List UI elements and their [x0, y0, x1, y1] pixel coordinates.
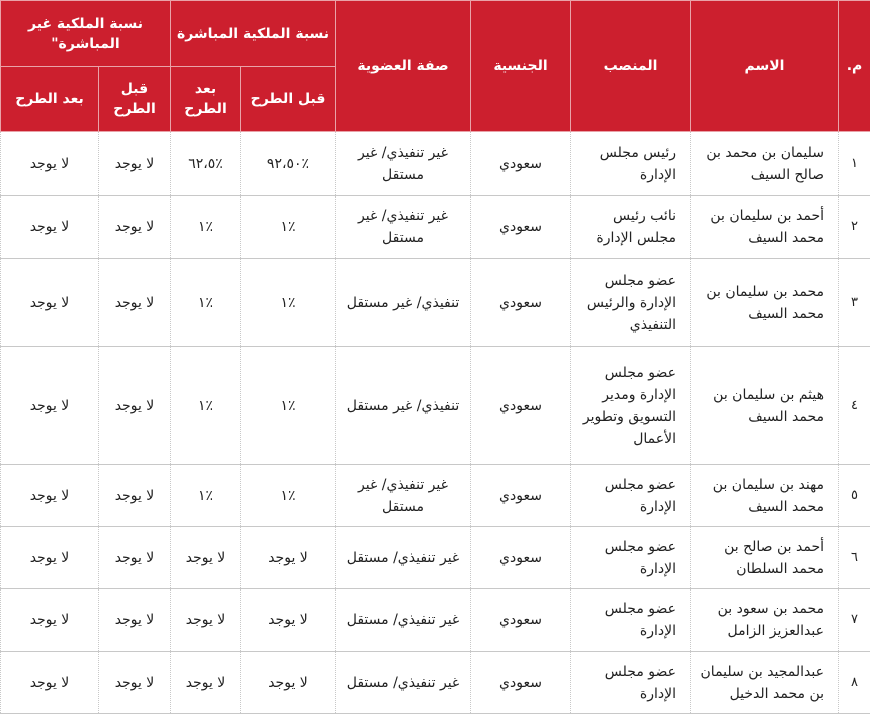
member-name: هيثم بن سليمان بن محمد السيف: [691, 347, 839, 465]
indirect-before: لا يوجد: [99, 527, 171, 589]
table-row: [1, 259, 870, 347]
member-nationality: سعودي: [471, 465, 571, 527]
row-number: ٥: [839, 465, 870, 527]
member-nationality: سعودي: [471, 589, 571, 652]
indirect-after: لا يوجد: [1, 196, 99, 259]
member-nationality: سعودي: [471, 259, 571, 347]
member-name: أحمد بن صالح بن محمد السلطان: [691, 527, 839, 589]
row-number: ١: [839, 132, 870, 196]
indirect-after: لا يوجد: [1, 259, 99, 347]
header-nationality: الجنسية: [471, 1, 571, 132]
direct-after: ٪١: [171, 465, 241, 527]
member-nationality: سعودي: [471, 527, 571, 589]
header-row-top: [1, 1, 870, 67]
direct-after: لا يوجد: [171, 652, 241, 714]
header-name: الاسم: [691, 1, 839, 132]
table-row: [1, 652, 870, 714]
indirect-before: لا يوجد: [99, 347, 171, 465]
member-nationality: سعودي: [471, 652, 571, 714]
header-num: م.: [839, 1, 870, 132]
table-row: [1, 132, 870, 196]
direct-after: لا يوجد: [171, 527, 241, 589]
member-membership: غير تنفيذي/ مستقل: [336, 527, 471, 589]
member-membership: غير تنفيذي/ مستقل: [336, 652, 471, 714]
member-membership: غير تنفيذي/ غير مستقل: [336, 465, 471, 527]
indirect-before: لا يوجد: [99, 196, 171, 259]
member-name: محمد بن سليمان بن محمد السيف: [691, 259, 839, 347]
header-direct-before: قبل الطرح: [241, 67, 336, 132]
member-name: محمد بن سعود بن عبدالعزيز الزامل: [691, 589, 839, 652]
row-number: ٦: [839, 527, 870, 589]
indirect-before: لا يوجد: [99, 589, 171, 652]
table-row: [1, 589, 870, 652]
indirect-after: لا يوجد: [1, 589, 99, 652]
member-position: عضو مجلس الإدارة: [571, 465, 691, 527]
member-membership: غير تنفيذي/ غير مستقل: [336, 196, 471, 259]
member-nationality: سعودي: [471, 196, 571, 259]
member-name: سليمان بن محمد بن صالح السيف: [691, 132, 839, 196]
indirect-after: لا يوجد: [1, 465, 99, 527]
row-number: ٨: [839, 652, 870, 714]
member-name: عبدالمجيد بن سليمان بن محمد الدخيل: [691, 652, 839, 714]
indirect-before: لا يوجد: [99, 465, 171, 527]
member-membership: تنفيذي/ غير مستقل: [336, 259, 471, 347]
header-indirect-ownership: نسبة الملكية غير المباشرة": [1, 1, 171, 67]
member-position: عضو مجلس الإدارة: [571, 527, 691, 589]
direct-before: لا يوجد: [241, 589, 336, 652]
direct-before: لا يوجد: [241, 652, 336, 714]
row-number: ٢: [839, 196, 870, 259]
member-position: عضو مجلس الإدارة: [571, 652, 691, 714]
header-direct-after: بعد الطرح: [171, 67, 241, 132]
direct-before: لا يوجد: [241, 527, 336, 589]
header-membership: صفة العضوية: [336, 1, 471, 132]
direct-after: ٪١: [171, 196, 241, 259]
direct-before: ٪٩٢،٥٠: [241, 132, 336, 196]
indirect-after: لا يوجد: [1, 652, 99, 714]
member-position: عضو مجلس الإدارة: [571, 589, 691, 652]
header-position: المنصب: [571, 1, 691, 132]
member-position: عضو مجلس الإدارة والرئيس التنفيذي: [571, 259, 691, 347]
indirect-before: لا يوجد: [99, 652, 171, 714]
indirect-after: لا يوجد: [1, 347, 99, 465]
indirect-before: لا يوجد: [99, 132, 171, 196]
direct-before: ٪١: [241, 196, 336, 259]
indirect-before: لا يوجد: [99, 259, 171, 347]
row-number: ٧: [839, 589, 870, 652]
header-indirect-before: قبل الطرح: [99, 67, 171, 132]
row-number: ٤: [839, 347, 870, 465]
direct-before: ٪١: [241, 347, 336, 465]
direct-before: ٪١: [241, 259, 336, 347]
member-position: رئيس مجلس الإدارة: [571, 132, 691, 196]
direct-before: ٪١: [241, 465, 336, 527]
table-row: [1, 465, 870, 527]
member-name: أحمد بن سليمان بن محمد السيف: [691, 196, 839, 259]
direct-after: ٪٦٢،٥: [171, 132, 241, 196]
member-nationality: سعودي: [471, 132, 571, 196]
member-membership: تنفيذي/ غير مستقل: [336, 347, 471, 465]
direct-after: لا يوجد: [171, 589, 241, 652]
indirect-after: لا يوجد: [1, 527, 99, 589]
direct-after: ٪١: [171, 259, 241, 347]
row-number: ٣: [839, 259, 870, 347]
member-name: مهند بن سليمان بن محمد السيف: [691, 465, 839, 527]
indirect-after: لا يوجد: [1, 132, 99, 196]
member-membership: غير تنفيذي/ غير مستقل: [336, 132, 471, 196]
member-position: نائب رئيس مجلس الإدارة: [571, 196, 691, 259]
member-nationality: سعودي: [471, 347, 571, 465]
direct-after: ٪١: [171, 347, 241, 465]
table-row: [1, 527, 870, 589]
member-membership: غير تنفيذي/ مستقل: [336, 589, 471, 652]
table-row: [1, 196, 870, 259]
member-position: عضو مجلس الإدارة ومدير التسويق وتطوير الأعمال: [571, 347, 691, 465]
header-indirect-after: بعد الطرح: [1, 67, 99, 132]
header-direct-ownership: نسبة الملكية المباشرة: [171, 1, 336, 67]
table-row: [1, 347, 870, 465]
